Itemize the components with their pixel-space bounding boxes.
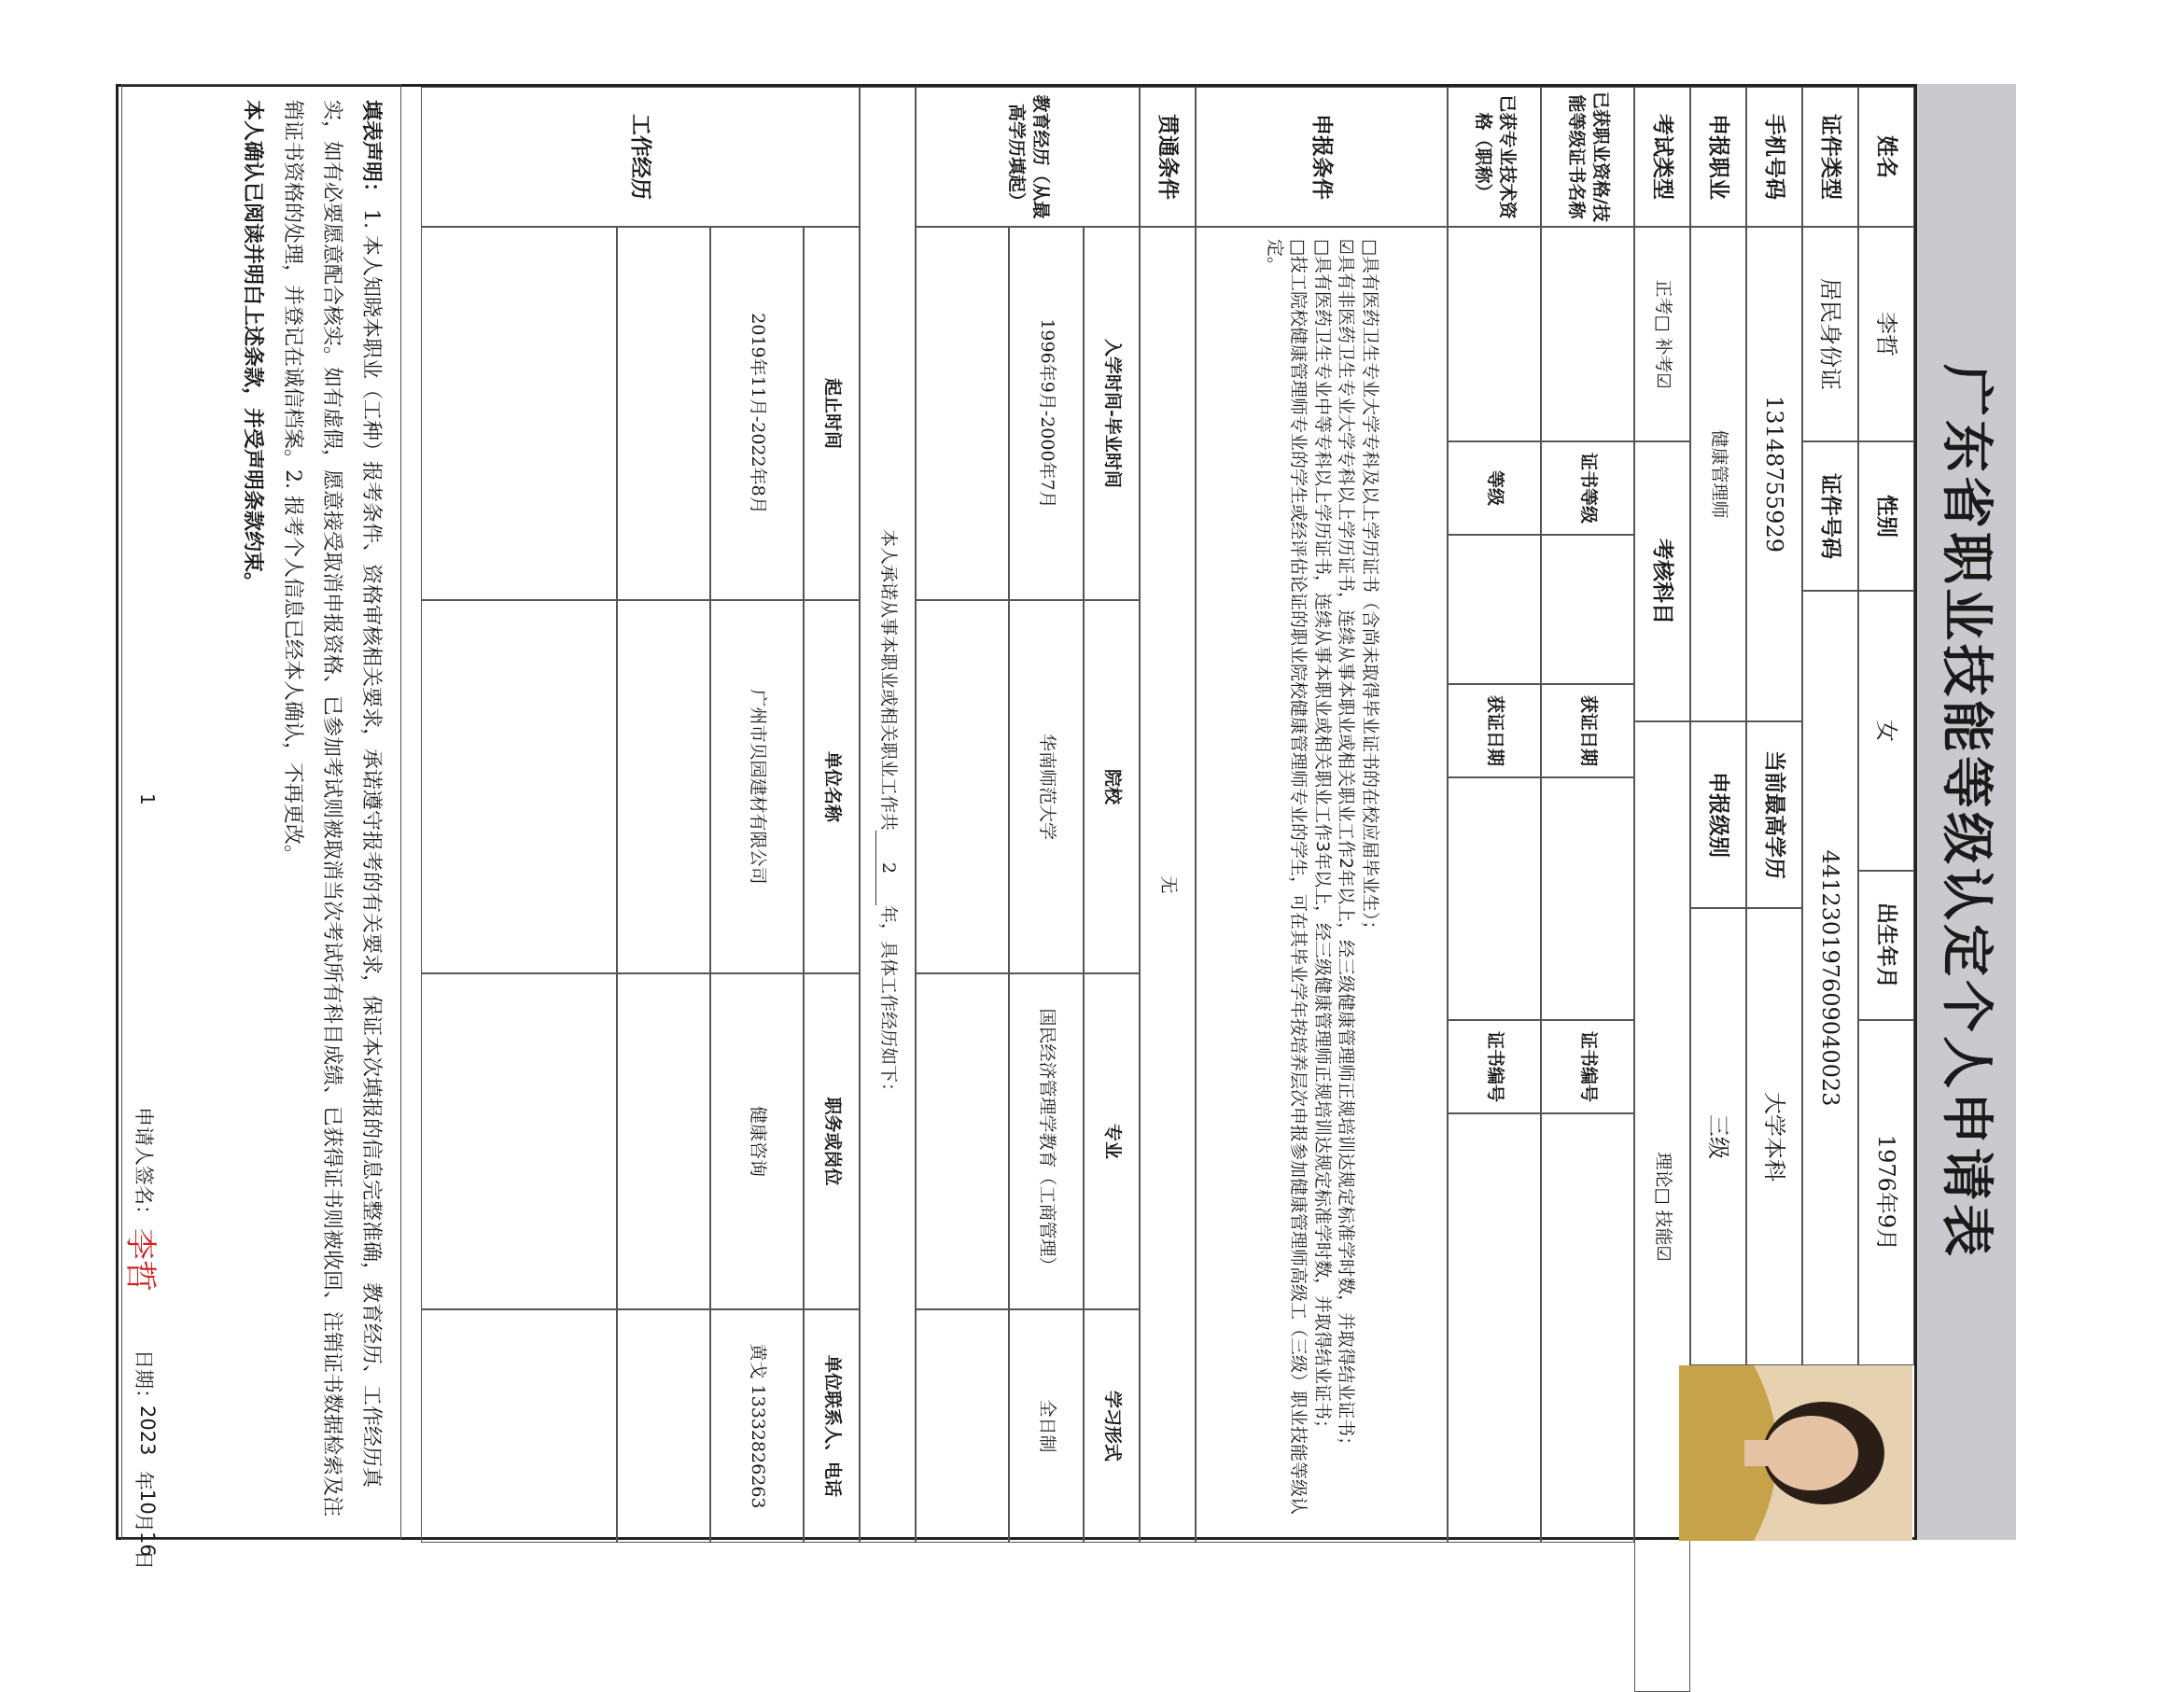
- label-issue-date: 获证日期: [1541, 684, 1634, 777]
- label-cert-no: 证书编号: [1541, 1020, 1634, 1113]
- statement-block: [121, 84, 401, 1540]
- label-work-history: 工作经历: [421, 87, 860, 227]
- label-edu-history: 教育经历（从最高学历填起）: [916, 87, 1140, 227]
- work-header-time: 起止时间: [804, 227, 860, 600]
- label-education: 当前最高学历: [1746, 721, 1802, 908]
- edu-cell-empty: [916, 227, 1009, 600]
- edu-cell-empty: [916, 600, 1009, 973]
- label-level2: 等级: [1448, 441, 1541, 535]
- work-cell-empty: [421, 227, 617, 600]
- value-cert-no2: [1448, 1113, 1541, 1543]
- signature-row: [121, 99, 159, 1570]
- work-years: 2: [875, 831, 901, 905]
- label-occupation: 申报职业: [1690, 87, 1746, 227]
- work-cell-empty: [617, 227, 710, 600]
- condition-item: □具有医药卫生专业大学专科及以上学历证书（含尚未取得毕业证书的在校应届毕业生）；: [1360, 239, 1381, 939]
- work-cell-empty: [617, 973, 710, 1309]
- value-issue-date2: [1448, 777, 1541, 1020]
- work-promise-text: 本人承诺从事本职业或相关职业工作共: [877, 528, 899, 831]
- value-level2: [1448, 535, 1541, 684]
- work-cell-empty: [421, 973, 617, 1309]
- work-promise-tail: 年，具体工作经历如下：: [877, 905, 899, 1101]
- label-cert-title: 已获专业技术资格（职称）: [1448, 87, 1541, 227]
- condition-item: ☑具有非医药卫生专业大学专科以上学历证书，连续从事本职业或相关职业工作2年以上，经三级健康管理师正规培训达规定标准学时数，并取得结业证书；: [1336, 239, 1357, 1455]
- sign-label: 申请人签名：: [133, 1107, 155, 1224]
- value-subject: 理论□ 技能☑: [1634, 721, 1690, 1692]
- work-cell: 广州市贝园建材有限公司: [710, 600, 804, 973]
- value-birth: 1976年9月: [1858, 1020, 1914, 1365]
- date-day-unit: 日: [133, 1550, 155, 1570]
- statement-label: 填表声明：: [359, 100, 384, 203]
- label-conditions: 申报条件: [1196, 87, 1448, 227]
- work-cell-empty: [421, 1309, 617, 1543]
- portrait-image: [1679, 1365, 1912, 1541]
- value-name: 李哲: [1858, 227, 1914, 441]
- value-cert-title: [1448, 227, 1541, 441]
- value-id-no: 441230197609040023: [1802, 591, 1858, 1365]
- value-education: 大学本科: [1746, 908, 1802, 1365]
- label-cert-qual: 已获职业资格/技能等级证书名称: [1541, 87, 1634, 227]
- label-subject: 考核科目: [1634, 441, 1690, 721]
- date-label: 日期：: [133, 1349, 155, 1408]
- condition-item: □技工院校健康管理师专业的学生或经评估论证的职业院校健康管理师专业的学生，可在其毕业学年按培养层次申报参加健康管理师高级工（三级）职业技能等级认定。: [1264, 239, 1309, 1515]
- rotated-page: [121, 84, 2016, 1570]
- label-general: 贯通条件: [1140, 87, 1196, 227]
- statement-text: 1. 本人知晓本职业（工种）报考条件、资格审核相关要求，承诺遵守报考的有关要求，保证本次填报的信息完整准确，教育经历、工作经历真实，如有必要愿意配合核实。如有虚假，愿意接受取消申报资格、已参加考试则被取消当次考试所有科目成绩、已获得证书则被收回、注销证书数据检索及注销证书资格的处理，并登记在诚信档案。2. 报考个人信息已经本人确认，不再更改。: [281, 100, 383, 1517]
- condition-item: □具有医药卫生专业中等专科以上学历证书，连续从事本职业或相关职业工作3年以上，经三级健康管理师正规培训达规定标准学时数，并取得结业证书；: [1311, 239, 1333, 1438]
- label-gender: 性别: [1858, 441, 1914, 591]
- value-id-type: 居民身份证: [1802, 227, 1858, 441]
- edu-header-school: 院校: [1084, 600, 1140, 973]
- edu-cell: 1996年9月-2000年7月: [1009, 227, 1084, 600]
- work-cell-empty: [421, 600, 617, 973]
- label-exam-type: 考试类型: [1634, 87, 1690, 227]
- applicant-photo: [1679, 1365, 1912, 1541]
- value-level: 三级: [1690, 908, 1746, 1365]
- value-phone: 13148755929: [1746, 227, 1802, 721]
- label-issue-date2: 获证日期: [1448, 684, 1541, 777]
- value-general: 无: [1140, 227, 1196, 1543]
- value-issue-date: [1541, 777, 1634, 1020]
- work-cell-empty: [617, 600, 710, 973]
- form-title: 广东省职业技能等级认定个人申请表: [1936, 364, 1997, 1260]
- value-gender: 女: [1858, 591, 1914, 871]
- date-year-unit: 年: [133, 1471, 155, 1490]
- label-level: 申报级别: [1690, 721, 1746, 908]
- edu-header-mode: 学习形式: [1084, 1309, 1140, 1543]
- label-cert-level: 证书等级: [1541, 441, 1634, 535]
- conditions-list: [1196, 227, 1448, 1543]
- work-cell: 黄戈 13332826263: [710, 1309, 804, 1543]
- date-year: 2023: [136, 1405, 159, 1456]
- signature: 李哲: [121, 1228, 159, 1292]
- edu-cell-empty: [916, 973, 1009, 1309]
- work-header-unit: 单位名称: [804, 600, 860, 973]
- confirm-text: 本人确认已阅读并明白上述条款，并受声明条款约束。: [241, 100, 265, 594]
- value-cert-qual: [1541, 227, 1634, 441]
- edu-cell: 全日制: [1009, 1309, 1084, 1543]
- value-occupation: 健康管理师: [1690, 227, 1746, 721]
- label-id-no: 证件号码: [1802, 441, 1858, 591]
- label-name: 姓名: [1858, 87, 1914, 227]
- edu-cell-empty: [916, 1309, 1009, 1543]
- date-day: 16: [136, 1531, 159, 1557]
- edu-header-time: 入学时间-毕业时间: [1084, 227, 1140, 600]
- page-number: 1: [136, 793, 159, 805]
- work-header-position: 职务或岗位: [804, 973, 860, 1309]
- work-cell: 2019年11月-2022年8月: [710, 227, 804, 600]
- work-header-contact: 单位联系人、电话: [804, 1309, 860, 1543]
- edu-cell: 国民经济管理学教育（工商管理）: [1009, 973, 1084, 1309]
- label-cert-no2: 证书编号: [1448, 1020, 1541, 1113]
- date-month-unit: 月: [133, 1513, 155, 1532]
- value-exam-type: 正考□ 补考☑: [1634, 227, 1690, 441]
- edu-cell: 华南师范大学: [1009, 600, 1084, 973]
- value-cert-no: [1541, 1113, 1634, 1543]
- date-month: 10: [136, 1489, 159, 1515]
- work-cell-empty: [617, 1309, 710, 1543]
- label-birth: 出生年月: [1858, 871, 1914, 1020]
- label-phone: 手机号码: [1746, 87, 1802, 227]
- value-cert-level: [1541, 535, 1634, 684]
- work-cell: 健康咨询: [710, 973, 804, 1309]
- label-id-type: 证件类型: [1802, 87, 1858, 227]
- work-promise-line: [860, 87, 916, 1543]
- edu-header-major: 专业: [1084, 973, 1140, 1309]
